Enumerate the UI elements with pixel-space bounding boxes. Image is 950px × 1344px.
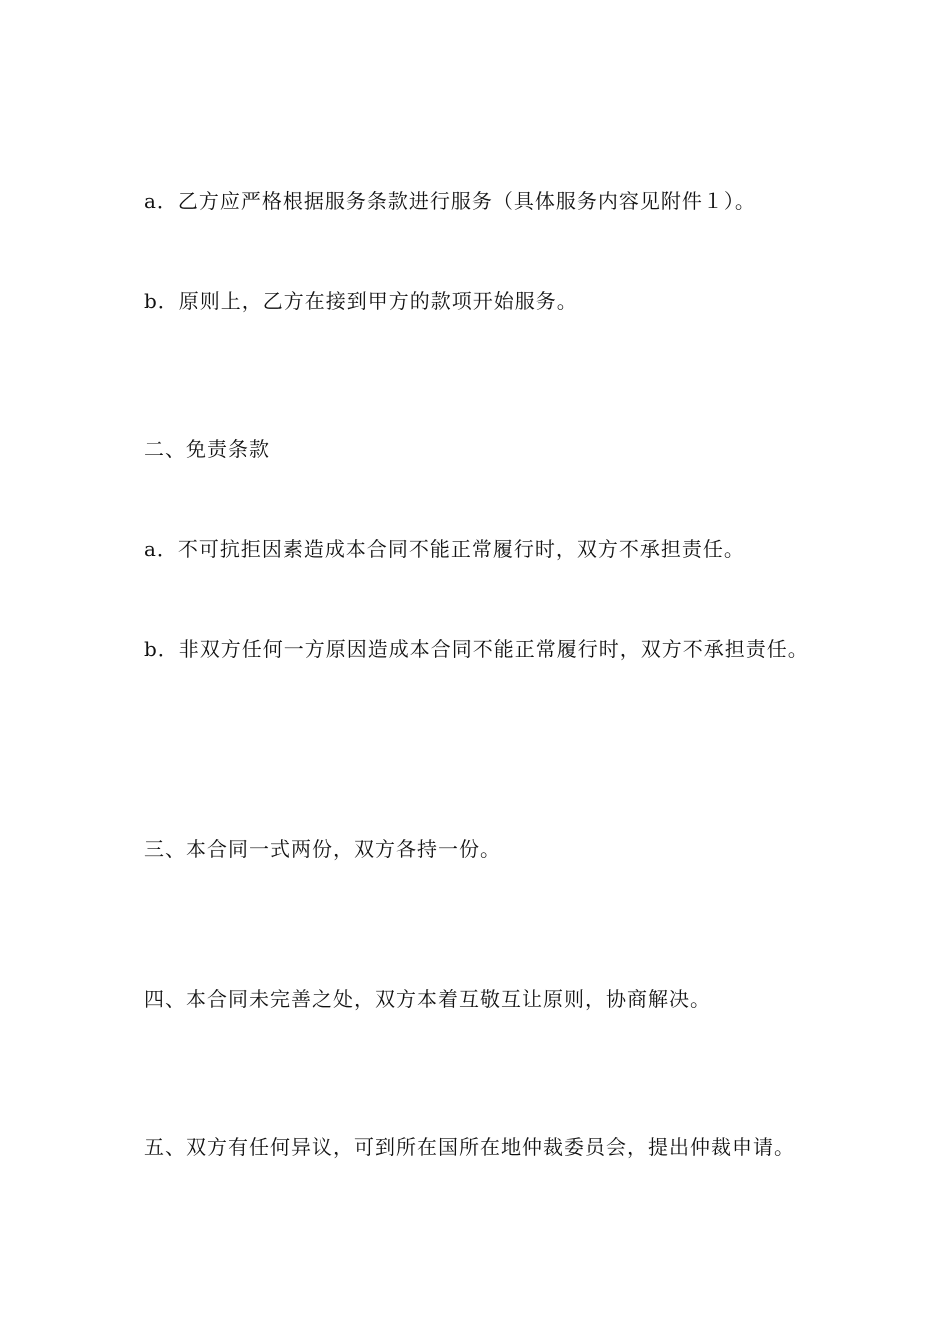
clause-a-force-majeure: a．不可抗拒因素造成本合同不能正常履行时，双方不承担责任。 xyxy=(144,537,745,561)
clause-b-service-start: b．原则上，乙方在接到甲方的款项开始服务。 xyxy=(144,289,578,313)
section-three-copies: 三、本合同一式两份，双方各持一份。 xyxy=(144,837,501,861)
section-five-arbitration: 五、双方有任何异议，可到所在国所在地仲裁委员会，提出仲裁申请。 xyxy=(144,1135,795,1159)
clause-a-service-terms: a．乙方应严格根据服务条款进行服务（具体服务内容见附件１）。 xyxy=(144,189,756,213)
section-four-negotiation: 四、本合同未完善之处，双方本着互敬互让原则，协商解决。 xyxy=(144,987,711,1011)
section-heading-disclaimer: 二、免责条款 xyxy=(144,437,270,461)
clause-b-third-party-cause: b．非双方任何一方原因造成本合同不能正常履行时，双方不承担责任。 xyxy=(144,637,809,661)
